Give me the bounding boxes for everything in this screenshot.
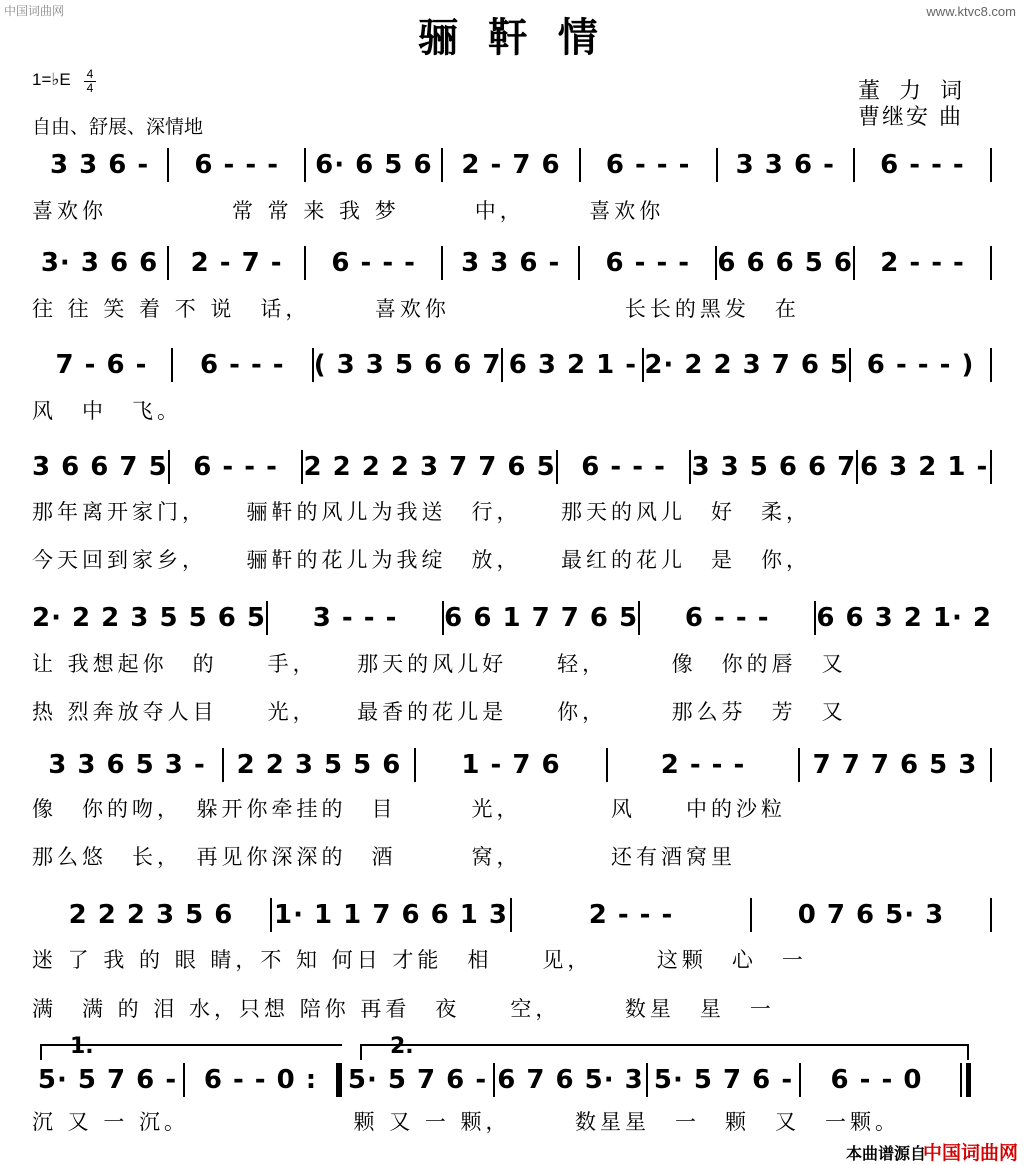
measure: 6 - - 0 : bbox=[203, 1065, 318, 1095]
score-system-5 bbox=[32, 598, 992, 638]
lyric-line: 那年离开家门， 骊靬的风儿为我送 行， 那天的风儿 好 柔， bbox=[32, 500, 811, 524]
brand-logo-text[interactable]: 中国词曲网 bbox=[922, 1142, 1018, 1164]
measure: 3 3 6 - bbox=[49, 150, 150, 180]
lyric-line: 让 我想起你 的 手， 那天的风儿好 轻， 像 你的唇 又 bbox=[32, 652, 847, 676]
measure: 6 6 3 2 1· 2 bbox=[816, 603, 993, 633]
measure: 0 7 6 5· 3 bbox=[797, 900, 945, 930]
measure: 6 6 6 5 6 bbox=[717, 248, 853, 278]
measure: 3 3 6 5 3 - bbox=[48, 750, 206, 780]
measure: 1 - 7 6 bbox=[461, 750, 561, 780]
barline bbox=[990, 450, 992, 484]
final-barline bbox=[960, 1063, 971, 1097]
measure: 1· 1 1 7 6 6 1 3 bbox=[274, 900, 508, 930]
measure: 6 - - - bbox=[194, 150, 280, 180]
time-signature bbox=[84, 68, 96, 95]
measure: 5· 5 7 6 - bbox=[653, 1065, 794, 1095]
measure: 6 6 1 7 7 6 5 bbox=[444, 603, 639, 633]
measure: 2 2 3 5 5 6 bbox=[236, 750, 402, 780]
watermark-left: 中国词曲网 bbox=[4, 4, 65, 18]
barline bbox=[990, 348, 992, 382]
measure: 3 - - - bbox=[312, 603, 398, 633]
measure: 3 3 6 - bbox=[735, 150, 835, 180]
measure: 2 - - - bbox=[588, 900, 674, 930]
score-system-6 bbox=[32, 745, 992, 785]
lyric-line: 沉 又 一 沉。 颗 又 一 颗， 数星星 一 颗 又 一颗。 bbox=[32, 1110, 901, 1134]
time-signature-bottom: 4 bbox=[86, 81, 94, 95]
measure: 6 3 2 1 - bbox=[859, 452, 989, 482]
score-system-8 bbox=[32, 1060, 952, 1100]
measure: 2 2 2 2 3 7 7 6 5 bbox=[303, 452, 556, 482]
lyric-line: 往 往 笑 着 不 说 话， 喜欢你 长长的黑发 在 bbox=[32, 297, 800, 321]
measure: 5· 5 7 6 - bbox=[37, 1065, 178, 1095]
measure: ( 3 3 5 6 6 7 bbox=[313, 350, 502, 380]
lyric-line: 风 中 飞。 bbox=[32, 399, 182, 423]
measure: 3 6 6 7 5 bbox=[32, 452, 168, 482]
measure: 6 - - - bbox=[331, 248, 416, 278]
score-system-4 bbox=[32, 447, 992, 487]
lyric-line: 迷 了 我 的 眼 睛，不 知 何日 才能 相 见， 这颗 心 一 bbox=[32, 948, 807, 972]
tempo-marking: 自由、舒展、深情地 bbox=[32, 116, 204, 138]
measure: 6 - - - bbox=[880, 150, 965, 180]
lyric-line: 今天回到家乡， 骊靬的花儿为我绽 放， 最红的花儿 是 你， bbox=[32, 548, 811, 572]
measure: 2· 2 2 3 7 6 5 bbox=[644, 350, 850, 380]
key-signature: 1=♭E bbox=[32, 70, 71, 89]
score-system-3 bbox=[32, 345, 992, 385]
measure: 6 - - - bbox=[605, 150, 691, 180]
page-title: 骊 靬 情 bbox=[418, 15, 606, 61]
source-note: 本曲谱源自 bbox=[845, 1144, 926, 1163]
measure: 6 - - - ) bbox=[866, 350, 975, 380]
measure: 2· 2 2 3 5 5 6 5 bbox=[32, 603, 266, 633]
time-signature-top: 4 bbox=[86, 67, 94, 81]
lyric-line: 像 你的吻， 躲开你牵挂的 目 光， 风 中的沙粒 bbox=[32, 797, 786, 821]
measure: 6 - - - bbox=[684, 603, 770, 633]
lyricist-credit: 董 力 词 bbox=[858, 79, 968, 104]
barline bbox=[990, 148, 992, 182]
measure: 6 - - - bbox=[605, 248, 691, 278]
volta-label-1: 1. bbox=[70, 1034, 94, 1059]
lyric-line: 热 烈奔放夺人目 光， 最香的花儿是 你， 那么芬 芳 又 bbox=[32, 700, 847, 724]
measure: 6 - - - bbox=[193, 452, 278, 482]
measure: 2 - - - bbox=[660, 750, 746, 780]
measure: 6 3 2 1 - bbox=[508, 350, 638, 380]
composer-credit: 曹继安 曲 bbox=[858, 105, 963, 130]
watermark-right: www.ktvc8.com bbox=[926, 4, 1016, 19]
measure: 6· 6 5 6 bbox=[315, 150, 433, 180]
measure: 3 3 5 6 6 7 bbox=[691, 452, 857, 482]
lyric-line: 那么悠 长， 再见你深深的 酒 窝， 还有酒窝里 bbox=[32, 845, 736, 869]
barline bbox=[990, 246, 992, 280]
measure: 5· 5 7 6 - bbox=[347, 1065, 488, 1095]
volta-label-2: 2. bbox=[390, 1034, 414, 1059]
measure: 6 - - 0 bbox=[830, 1065, 923, 1095]
measure: 7 - 6 - bbox=[55, 350, 148, 380]
measure: 2 - 7 6 bbox=[461, 150, 561, 180]
score-system-7 bbox=[32, 895, 992, 935]
lyric-line: 喜欢你 常 常 来 我 梦 中， 喜欢你 bbox=[32, 199, 665, 223]
measure: 2 - 7 - bbox=[190, 248, 283, 278]
measure: 2 2 2 3 5 6 bbox=[68, 900, 234, 930]
volta-bracket-2 bbox=[360, 1044, 969, 1060]
measure: 6 - - - bbox=[199, 350, 285, 380]
measure: 7 7 7 6 5 3 bbox=[812, 750, 978, 780]
lyric-line: 满 满 的 泪 水，只想 陪你 再看 夜 空， 数星 星 一 bbox=[32, 997, 775, 1021]
measure: 6 7 6 5· 3 bbox=[497, 1065, 644, 1095]
measure: 3· 3 6 6 bbox=[40, 248, 159, 278]
measure: 6 - - - bbox=[581, 452, 666, 482]
score-system-2 bbox=[32, 243, 992, 283]
barline bbox=[990, 898, 992, 932]
score-system-1 bbox=[32, 145, 992, 185]
barline bbox=[990, 748, 992, 782]
measure: 3 3 6 - bbox=[461, 248, 561, 278]
measure: 2 - - - bbox=[880, 248, 965, 278]
